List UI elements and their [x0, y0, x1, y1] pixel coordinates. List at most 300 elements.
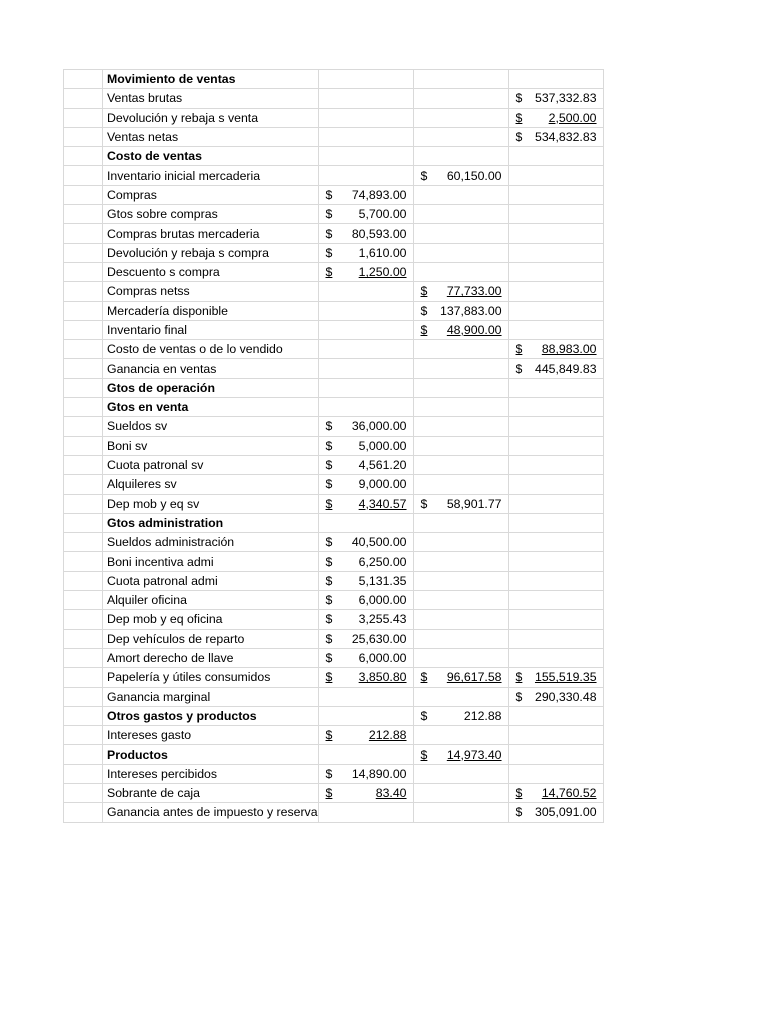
currency-symbol: $: [420, 303, 428, 318]
amount-cell-a[interactable]: [318, 726, 413, 745]
amount-number: 2,500.00: [548, 110, 597, 125]
row-gutter-cell[interactable]: [64, 147, 103, 166]
amount-cell-c[interactable]: [508, 783, 603, 802]
currency-symbol: $: [420, 747, 428, 762]
amount-value: [319, 477, 413, 491]
row-label[interactable]: Ventas brutas: [103, 89, 319, 108]
amount-cell-b[interactable]: [413, 398, 508, 417]
row-label[interactable]: Compras brutas mercaderia: [103, 224, 319, 243]
amount-cell-a[interactable]: [318, 282, 413, 301]
amount-value: [319, 555, 413, 569]
row-label[interactable]: Movimiento de ventas: [103, 70, 319, 89]
row-gutter-cell[interactable]: [64, 340, 103, 359]
amount-cell-b[interactable]: [413, 340, 508, 359]
amount-value: [319, 612, 413, 626]
amount-value: [509, 91, 603, 105]
amount-cell-a[interactable]: [318, 455, 413, 474]
amount-number: 6,250.00: [358, 554, 407, 569]
amount-number: 155,519.35: [534, 670, 597, 685]
amount-cell-c[interactable]: [508, 166, 603, 185]
amount-cell-a[interactable]: [318, 108, 413, 127]
row-label[interactable]: Intereses percibidos: [103, 764, 319, 783]
currency-symbol: $: [325, 265, 333, 280]
amount-cell-c[interactable]: [508, 668, 603, 687]
amount-cell-b[interactable]: [413, 803, 508, 822]
row-gutter-cell[interactable]: [64, 629, 103, 648]
row-gutter-cell[interactable]: [64, 70, 103, 89]
amount-cell-a[interactable]: [318, 205, 413, 224]
amount-cell-c[interactable]: [508, 803, 603, 822]
amount-cell-b[interactable]: [413, 70, 508, 89]
amount-cell-c[interactable]: [508, 745, 603, 764]
amount-cell-c[interactable]: [508, 301, 603, 320]
amount-cell-c[interactable]: [508, 243, 603, 262]
row-label[interactable]: Intereses gasto: [103, 726, 319, 745]
row-label[interactable]: Gtos administration: [103, 513, 319, 532]
amount-cell-c[interactable]: [508, 726, 603, 745]
amount-cell-a[interactable]: [318, 147, 413, 166]
table-row: [64, 629, 604, 648]
currency-symbol: $: [325, 728, 333, 743]
currency-symbol: $: [420, 323, 428, 337]
amount-cell-c[interactable]: [508, 436, 603, 455]
table-row: [64, 706, 604, 725]
currency-symbol: $: [515, 786, 523, 801]
row-label[interactable]: Costo de ventas o de lo vendido: [103, 340, 319, 359]
amount-cell-c[interactable]: [508, 706, 603, 725]
row-label[interactable]: Ganancia en ventas: [103, 359, 319, 378]
currency-symbol: $: [325, 496, 333, 511]
amount-cell-a[interactable]: [318, 166, 413, 185]
table-row: [64, 282, 604, 301]
amount-value: [509, 111, 603, 125]
amount-cell-b[interactable]: [413, 166, 508, 185]
amount-cell-b[interactable]: [413, 436, 508, 455]
table-row: [64, 224, 604, 243]
table-row: [64, 89, 604, 108]
row-label[interactable]: Sueldos administración: [103, 533, 319, 552]
row-label[interactable]: Otros gastos y productos: [103, 706, 319, 725]
amount-cell-c[interactable]: [508, 89, 603, 108]
row-label[interactable]: Boni incentiva admi: [103, 552, 319, 571]
table-row: [64, 455, 604, 474]
table-body: [64, 70, 604, 823]
row-label[interactable]: Alquiler oficina: [103, 591, 319, 610]
amount-value: [414, 748, 508, 762]
amount-cell-a[interactable]: [318, 610, 413, 629]
table-row: [64, 783, 604, 802]
amount-cell-b[interactable]: [413, 706, 508, 725]
row-label[interactable]: Gtos en venta: [103, 398, 319, 417]
amount-cell-a[interactable]: [318, 359, 413, 378]
amount-cell-c[interactable]: [508, 70, 603, 89]
row-gutter-cell[interactable]: [64, 533, 103, 552]
table-row: [64, 571, 604, 590]
amount-cell-a[interactable]: [318, 475, 413, 494]
amount-value: [319, 670, 413, 684]
table-row: [64, 745, 604, 764]
amount-cell-c[interactable]: [508, 127, 603, 146]
table-row: [64, 378, 604, 397]
amount-value: [319, 439, 413, 453]
row-gutter-cell[interactable]: [64, 803, 103, 822]
row-label[interactable]: Gtos sobre compras: [103, 205, 319, 224]
table-row: [64, 764, 604, 783]
table-row: [64, 513, 604, 532]
row-label[interactable]: Descuento s compra: [103, 262, 319, 281]
table-row: [64, 533, 604, 552]
currency-symbol: $: [325, 226, 333, 241]
amount-cell-c[interactable]: [508, 398, 603, 417]
table-row: [64, 185, 604, 204]
amount-cell-a[interactable]: [318, 243, 413, 262]
amount-number: 137,883.00: [439, 303, 502, 318]
row-label[interactable]: Ventas netas: [103, 127, 319, 146]
amount-number: 534,832.83: [534, 130, 597, 145]
amount-cell-b[interactable]: [413, 610, 508, 629]
table-row: [64, 591, 604, 610]
amount-cell-a[interactable]: [318, 89, 413, 108]
row-label[interactable]: Costo de ventas: [103, 147, 319, 166]
amount-cell-a[interactable]: [318, 185, 413, 204]
currency-symbol: $: [515, 91, 523, 106]
row-gutter-cell[interactable]: [64, 398, 103, 417]
amount-number: 40,500.00: [351, 535, 407, 550]
amount-cell-b[interactable]: [413, 726, 508, 745]
currency-symbol: $: [325, 245, 333, 260]
row-gutter-cell[interactable]: [64, 726, 103, 745]
amount-cell-c[interactable]: [508, 320, 603, 339]
amount-cell-b[interactable]: [413, 571, 508, 590]
row-gutter-cell[interactable]: [64, 243, 103, 262]
amount-cell-c[interactable]: [508, 475, 603, 494]
table-row: [64, 108, 604, 127]
amount-cell-a[interactable]: [318, 552, 413, 571]
row-gutter-cell[interactable]: [64, 552, 103, 571]
row-label[interactable]: Ganancia marginal: [103, 687, 319, 706]
currency-symbol: $: [515, 130, 523, 145]
amount-value: [509, 690, 603, 704]
amount-cell-c[interactable]: [508, 513, 603, 532]
amount-cell-a[interactable]: [318, 803, 413, 822]
amount-number: 4,340.57: [358, 496, 407, 511]
amount-number: 305,091.00: [534, 805, 597, 820]
table-row: [64, 436, 604, 455]
row-gutter-cell[interactable]: [64, 648, 103, 667]
row-gutter-cell[interactable]: [64, 224, 103, 243]
amount-number: 80,593.00: [351, 226, 407, 241]
amount-cell-c[interactable]: [508, 764, 603, 783]
amount-value: [319, 246, 413, 260]
amount-cell-b[interactable]: [413, 301, 508, 320]
amount-cell-c[interactable]: [508, 108, 603, 127]
amount-cell-a[interactable]: [318, 745, 413, 764]
amount-number: 1,610.00: [358, 245, 407, 260]
row-label[interactable]: Compras netss: [103, 282, 319, 301]
amount-cell-a[interactable]: [318, 668, 413, 687]
amount-cell-b[interactable]: [413, 378, 508, 397]
row-label[interactable]: Alquileres sv: [103, 475, 319, 494]
currency-symbol: $: [325, 670, 333, 685]
row-gutter-cell[interactable]: [64, 783, 103, 802]
amount-cell-a[interactable]: [318, 301, 413, 320]
row-label[interactable]: Cuota patronal sv: [103, 455, 319, 474]
amount-value: [414, 323, 508, 337]
amount-cell-c[interactable]: [508, 533, 603, 552]
amount-cell-a[interactable]: [318, 378, 413, 397]
amount-value: [319, 574, 413, 588]
table-row: [64, 205, 604, 224]
table-row: [64, 340, 604, 359]
amount-cell-c[interactable]: [508, 224, 603, 243]
amount-number: 445,849.83: [534, 361, 597, 376]
amount-cell-a[interactable]: [318, 783, 413, 802]
amount-cell-a[interactable]: [318, 687, 413, 706]
amount-value: [319, 207, 413, 221]
amount-number: 537,332.83: [534, 91, 597, 106]
table-row: [64, 127, 604, 146]
amount-cell-b[interactable]: [413, 224, 508, 243]
currency-symbol: $: [325, 458, 333, 473]
amount-cell-b[interactable]: [413, 591, 508, 610]
amount-cell-b[interactable]: [413, 668, 508, 687]
amount-cell-a[interactable]: [318, 127, 413, 146]
table-row: [64, 70, 604, 89]
amount-cell-c[interactable]: [508, 591, 603, 610]
amount-cell-b[interactable]: [413, 455, 508, 474]
row-gutter-cell[interactable]: [64, 108, 103, 127]
amount-cell-c[interactable]: [508, 610, 603, 629]
row-label[interactable]: Dep vehículos de reparto: [103, 629, 319, 648]
amount-cell-c[interactable]: [508, 648, 603, 667]
amount-value: [414, 284, 508, 298]
row-gutter-cell[interactable]: [64, 455, 103, 474]
currency-symbol: $: [325, 187, 333, 202]
row-label[interactable]: Papelería y útiles consumidos: [103, 668, 319, 687]
row-gutter-cell[interactable]: [64, 494, 103, 513]
amount-cell-b[interactable]: [413, 147, 508, 166]
amount-cell-a[interactable]: [318, 494, 413, 513]
row-label[interactable]: Productos: [103, 745, 319, 764]
row-label[interactable]: Dep mob y eq oficina: [103, 610, 319, 629]
row-gutter-cell[interactable]: [64, 378, 103, 397]
row-gutter-cell[interactable]: [64, 687, 103, 706]
amount-number: 60,150.00: [446, 168, 502, 183]
amount-cell-b[interactable]: [413, 648, 508, 667]
row-label[interactable]: Devolución y rebaja s venta: [103, 108, 319, 127]
amount-cell-c[interactable]: [508, 282, 603, 301]
table-row: [64, 494, 604, 513]
row-label[interactable]: Cuota patronal admi: [103, 571, 319, 590]
row-label[interactable]: Compras: [103, 185, 319, 204]
row-gutter-cell[interactable]: [64, 301, 103, 320]
row-gutter-cell[interactable]: [64, 320, 103, 339]
row-gutter-cell[interactable]: [64, 205, 103, 224]
amount-cell-b[interactable]: [413, 243, 508, 262]
row-gutter-cell[interactable]: [64, 610, 103, 629]
table-row: [64, 301, 604, 320]
currency-symbol: $: [325, 573, 333, 588]
amount-cell-b[interactable]: [413, 552, 508, 571]
amount-cell-b[interactable]: [413, 262, 508, 281]
table-row: [64, 803, 604, 822]
amount-cell-c[interactable]: [508, 494, 603, 513]
row-gutter-cell[interactable]: [64, 706, 103, 725]
amount-cell-b[interactable]: [413, 320, 508, 339]
amount-number: 25,630.00: [351, 631, 407, 646]
amount-value: [414, 670, 508, 684]
currency-symbol: $: [325, 651, 333, 666]
amount-number: 4,561.20: [358, 458, 407, 473]
row-label[interactable]: Inventario inicial mercaderia: [103, 166, 319, 185]
amount-cell-a[interactable]: [318, 706, 413, 725]
amount-cell-c[interactable]: [508, 359, 603, 378]
amount-cell-a[interactable]: [318, 436, 413, 455]
amount-cell-a[interactable]: [318, 320, 413, 339]
amount-value: [319, 651, 413, 665]
row-gutter-cell[interactable]: [64, 166, 103, 185]
row-gutter-cell[interactable]: [64, 513, 103, 532]
currency-symbol: $: [420, 284, 428, 299]
amount-cell-c[interactable]: [508, 147, 603, 166]
row-gutter-cell[interactable]: [64, 185, 103, 204]
amount-cell-b[interactable]: [413, 205, 508, 224]
amount-cell-c[interactable]: [508, 455, 603, 474]
amount-cell-b[interactable]: [413, 185, 508, 204]
amount-value: [319, 728, 413, 742]
amount-cell-a[interactable]: [318, 764, 413, 783]
row-gutter-cell[interactable]: [64, 764, 103, 783]
amount-cell-a[interactable]: [318, 648, 413, 667]
row-gutter-cell[interactable]: [64, 417, 103, 436]
amount-cell-b[interactable]: [413, 359, 508, 378]
row-gutter-cell[interactable]: [64, 282, 103, 301]
currency-symbol: $: [325, 477, 333, 492]
row-label[interactable]: Amort derecho de llave: [103, 648, 319, 667]
amount-cell-c[interactable]: [508, 262, 603, 281]
amount-cell-b[interactable]: [413, 127, 508, 146]
income-statement-table: [63, 69, 604, 823]
amount-number: 3,255.43: [358, 612, 407, 627]
row-gutter-cell[interactable]: [64, 89, 103, 108]
table-row: [64, 147, 604, 166]
amount-value: [509, 670, 603, 684]
row-gutter-cell[interactable]: [64, 668, 103, 687]
amount-cell-c[interactable]: [508, 571, 603, 590]
amount-cell-a[interactable]: [318, 70, 413, 89]
row-label[interactable]: Dep mob y eq sv: [103, 494, 319, 513]
amount-cell-a[interactable]: [318, 398, 413, 417]
amount-value: [509, 786, 603, 800]
row-gutter-cell[interactable]: [64, 127, 103, 146]
amount-cell-a[interactable]: [318, 224, 413, 243]
amount-number: 58,901.77: [446, 496, 502, 511]
amount-value: [319, 265, 413, 279]
amount-cell-b[interactable]: [413, 494, 508, 513]
row-gutter-cell[interactable]: [64, 571, 103, 590]
table-row: [64, 359, 604, 378]
table-row: [64, 668, 604, 687]
amount-cell-c[interactable]: [508, 629, 603, 648]
row-label[interactable]: Sueldos sv: [103, 417, 319, 436]
currency-symbol: $: [420, 670, 428, 685]
amount-value: [319, 458, 413, 472]
amount-cell-c[interactable]: [508, 185, 603, 204]
row-label[interactable]: Mercadería disponible: [103, 301, 319, 320]
amount-cell-b[interactable]: [413, 629, 508, 648]
amount-cell-a[interactable]: [318, 340, 413, 359]
amount-cell-c[interactable]: [508, 378, 603, 397]
amount-cell-a[interactable]: [318, 591, 413, 610]
amount-cell-c[interactable]: [508, 205, 603, 224]
amount-cell-b[interactable]: [413, 108, 508, 127]
amount-cell-c[interactable]: [508, 552, 603, 571]
table-row: [64, 726, 604, 745]
row-label[interactable]: Boni sv: [103, 436, 319, 455]
amount-number: 83.40: [375, 786, 407, 801]
amount-cell-a[interactable]: [318, 262, 413, 281]
amount-value: [319, 419, 413, 433]
amount-cell-b[interactable]: [413, 687, 508, 706]
amount-cell-b[interactable]: [413, 783, 508, 802]
amount-cell-c[interactable]: [508, 340, 603, 359]
table-row: [64, 610, 604, 629]
amount-cell-c[interactable]: [508, 417, 603, 436]
amount-number: 5,131.35: [358, 573, 407, 588]
amount-cell-a[interactable]: [318, 513, 413, 532]
amount-cell-b[interactable]: [413, 745, 508, 764]
amount-cell-c[interactable]: [508, 687, 603, 706]
amount-cell-b[interactable]: [413, 533, 508, 552]
row-label[interactable]: Ganancia antes de impuesto y reserva: [103, 803, 319, 822]
row-gutter-cell[interactable]: [64, 591, 103, 610]
row-gutter-cell[interactable]: [64, 262, 103, 281]
amount-number: 212.88: [368, 728, 407, 743]
amount-value: [319, 535, 413, 549]
amount-cell-b[interactable]: [413, 513, 508, 532]
row-gutter-cell[interactable]: [64, 745, 103, 764]
amount-number: 6,000.00: [358, 651, 407, 666]
row-gutter-cell[interactable]: [64, 359, 103, 378]
row-label[interactable]: Devolución y rebaja s compra: [103, 243, 319, 262]
amount-value: [509, 130, 603, 144]
currency-symbol: $: [420, 708, 428, 723]
amount-cell-b[interactable]: [413, 475, 508, 494]
amount-cell-b[interactable]: [413, 282, 508, 301]
amount-number: 88,983.00: [541, 342, 597, 357]
table-row: [64, 243, 604, 262]
amount-value: [319, 497, 413, 511]
row-label[interactable]: Inventario final: [103, 320, 319, 339]
table-row: [64, 320, 604, 339]
row-label[interactable]: Gtos de operación: [103, 378, 319, 397]
amount-cell-b[interactable]: [413, 89, 508, 108]
amount-cell-a[interactable]: [318, 417, 413, 436]
amount-cell-a[interactable]: [318, 571, 413, 590]
amount-value: [319, 593, 413, 607]
amount-cell-b[interactable]: [413, 417, 508, 436]
currency-symbol: $: [515, 361, 523, 376]
amount-value: [414, 497, 508, 511]
row-gutter-cell[interactable]: [64, 436, 103, 455]
amount-value: [319, 786, 413, 800]
amount-cell-a[interactable]: [318, 533, 413, 552]
row-gutter-cell[interactable]: [64, 475, 103, 494]
amount-cell-b[interactable]: [413, 764, 508, 783]
amount-cell-a[interactable]: [318, 629, 413, 648]
amount-number: 14,973.40: [446, 747, 502, 762]
row-label[interactable]: Sobrante de caja: [103, 783, 319, 802]
